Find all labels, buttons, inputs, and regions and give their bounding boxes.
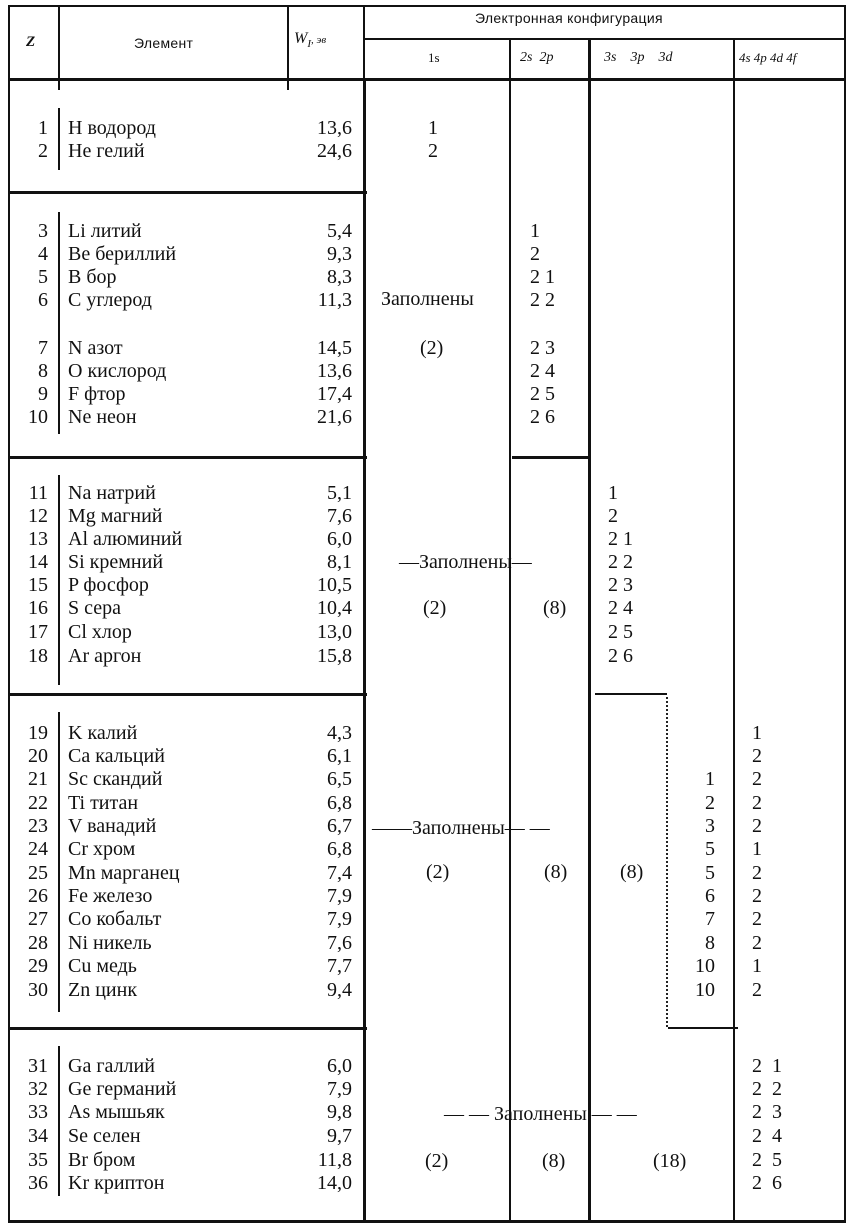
body-sep-element bbox=[287, 80, 289, 90]
cell-el-z18: Ar аргон bbox=[68, 645, 142, 667]
element-header: Элемент bbox=[134, 35, 194, 51]
cell-el-z19: K калий bbox=[68, 722, 138, 744]
cell-s1-z2: 2 bbox=[428, 140, 438, 162]
cell-s2-z9: 2 5 bbox=[530, 383, 555, 405]
cell-z-z20: 20 bbox=[28, 745, 48, 767]
body-sep-1s bbox=[509, 80, 511, 1222]
cell-z-z25: 25 bbox=[28, 862, 48, 884]
cell-wi-z34: 9,7 bbox=[327, 1125, 352, 1147]
cell-wi-z6: 11,3 bbox=[317, 289, 352, 311]
cell-wi-z15: 10,5 bbox=[317, 574, 352, 596]
cell-z-z4: 4 bbox=[38, 243, 48, 265]
filled-label-g5: — — Заполнены — — bbox=[444, 1103, 637, 1125]
cell-s4-z27: 2 bbox=[752, 908, 762, 930]
cell-wi-z7: 14,5 bbox=[317, 337, 352, 359]
cell-d-z23: 3 bbox=[705, 815, 715, 837]
cell-wi-z36: 14,0 bbox=[317, 1172, 352, 1194]
cell-z-z26: 26 bbox=[28, 885, 48, 907]
cell-z-z31: 31 bbox=[28, 1055, 48, 1077]
cell-s2-z10: 2 6 bbox=[530, 406, 555, 428]
cell-s4-z34: 2 4 bbox=[752, 1125, 782, 1147]
col-sep-2 bbox=[588, 38, 591, 80]
cell-z-z11: 11 bbox=[28, 482, 48, 504]
cell-z-z19: 19 bbox=[28, 722, 48, 744]
header-bottom-rule bbox=[8, 78, 846, 81]
cell-s2-z8: 2 4 bbox=[530, 360, 555, 382]
cell-z-z17: 17 bbox=[28, 621, 48, 643]
cell-wi-z1: 13,6 bbox=[317, 117, 352, 139]
cell-s3-z17: 2 5 bbox=[608, 621, 633, 643]
cell-wi-z20: 6,1 bbox=[327, 745, 352, 767]
cell-el-z24: Cr хром bbox=[68, 838, 136, 860]
cell-d-z25: 5 bbox=[705, 862, 715, 884]
shell-3-header: 3s 3p 3d bbox=[604, 50, 673, 65]
group-sep-2-right bbox=[512, 456, 588, 459]
filled-label-g4: ——Заполнены— — bbox=[372, 817, 550, 839]
cell-z-z36: 36 bbox=[28, 1172, 48, 1194]
cell-z-z8: 8 bbox=[38, 360, 48, 382]
cell-wi-z10: 21,6 bbox=[317, 406, 352, 428]
cell-wi-z27: 7,9 bbox=[327, 908, 352, 930]
cell-z-z24: 24 bbox=[28, 838, 48, 860]
cell-s3-z12: 2 bbox=[608, 505, 618, 527]
cell-s3-z14: 2 2 bbox=[608, 551, 633, 573]
cell-z-z18: 18 bbox=[28, 645, 48, 667]
cell-el-z27: Co кобальт bbox=[68, 908, 162, 930]
cell-z-z23: 23 bbox=[28, 815, 48, 837]
cell-s3-z11: 1 bbox=[608, 482, 618, 504]
cell-wi-z29: 7,7 bbox=[327, 955, 352, 977]
filled-s1-g5: (2) bbox=[425, 1150, 449, 1172]
filled-s2-g3: (8) bbox=[543, 597, 567, 619]
cell-el-z3: Li литий bbox=[68, 220, 142, 242]
cell-el-z4: Be бериллий bbox=[68, 243, 177, 265]
col-sep-1s bbox=[509, 38, 511, 80]
cell-wi-z35: 11,8 bbox=[317, 1149, 352, 1171]
body-sep-z-g4 bbox=[58, 712, 60, 1012]
cell-s4-z25: 2 bbox=[752, 862, 762, 884]
cell-z-z30: 30 bbox=[28, 979, 48, 1001]
filled-s2-g5: (8) bbox=[542, 1150, 566, 1172]
cell-s4-z24: 1 bbox=[752, 838, 762, 860]
cell-z-z14: 14 bbox=[28, 551, 48, 573]
cell-z-z33: 33 bbox=[28, 1101, 48, 1123]
cell-wi-z22: 6,8 bbox=[327, 792, 352, 814]
cell-wi-z30: 9,4 bbox=[327, 979, 352, 1001]
wi-unit: , эв bbox=[311, 34, 327, 46]
cell-z-z12: 12 bbox=[28, 505, 48, 527]
cell-el-z33: As мышьяк bbox=[68, 1101, 165, 1123]
cell-s3-z18: 2 6 bbox=[608, 645, 633, 667]
filled-s1-g3: (2) bbox=[423, 597, 447, 619]
cell-wi-z32: 7,9 bbox=[327, 1078, 352, 1100]
cell-z-z13: 13 bbox=[28, 528, 48, 550]
cell-s4-z19: 1 bbox=[752, 722, 762, 744]
cell-el-z16: S сера bbox=[68, 597, 121, 619]
cell-d-z22: 2 bbox=[705, 792, 715, 814]
cell-wi-z21: 6,5 bbox=[327, 768, 352, 790]
cell-wi-z19: 4,3 bbox=[327, 722, 352, 744]
cell-s4-z32: 2 2 bbox=[752, 1078, 782, 1100]
cell-el-z31: Ga галлий bbox=[68, 1055, 155, 1077]
frame-top bbox=[8, 5, 846, 7]
cell-el-z7: N азот bbox=[68, 337, 123, 359]
cell-d-z21: 1 bbox=[705, 768, 715, 790]
cell-z-z15: 15 bbox=[28, 574, 48, 596]
cell-z-z35: 35 bbox=[28, 1149, 48, 1171]
group-sep-4-left bbox=[8, 1027, 367, 1030]
cell-wi-z11: 5,1 bbox=[327, 482, 352, 504]
cell-s4-z36: 2 6 bbox=[752, 1172, 782, 1194]
filled-s3-g5: (18) bbox=[653, 1150, 687, 1172]
header-config-underline bbox=[363, 38, 846, 40]
cell-d-z27: 7 bbox=[705, 908, 715, 930]
cell-z-z29: 29 bbox=[28, 955, 48, 977]
body-sep-wi bbox=[363, 80, 366, 1222]
cell-d-z24: 5 bbox=[705, 838, 715, 860]
shell-2-header: 2s 2p bbox=[520, 50, 554, 65]
cell-s4-z23: 2 bbox=[752, 815, 762, 837]
filled-s3-g4: (8) bbox=[620, 861, 644, 883]
frame-right bbox=[844, 5, 846, 1223]
cell-el-z36: Kr криптон bbox=[68, 1172, 165, 1194]
filled-label-g3: —Заполнены— bbox=[399, 551, 532, 573]
cell-z-z1: 1 bbox=[38, 117, 48, 139]
col-sep-wi bbox=[363, 5, 365, 80]
cell-s4-z20: 2 bbox=[752, 745, 762, 767]
cell-el-z23: V ванадий bbox=[68, 815, 157, 837]
cell-s3-z15: 2 3 bbox=[608, 574, 633, 596]
cell-z-z32: 32 bbox=[28, 1078, 48, 1100]
cell-wi-z2: 24,6 bbox=[317, 140, 352, 162]
body-sep-z bbox=[58, 80, 60, 90]
cell-el-z9: F фтор bbox=[68, 383, 126, 405]
frame-left bbox=[8, 5, 10, 1223]
shell-1s-header: 1s bbox=[428, 50, 440, 65]
group-sep-1-left bbox=[8, 191, 367, 194]
cell-z-z7: 7 bbox=[38, 337, 48, 359]
cell-el-z35: Br бром bbox=[68, 1149, 136, 1171]
cell-s2-z5: 2 1 bbox=[530, 266, 555, 288]
cell-s4-z21: 2 bbox=[752, 768, 762, 790]
cell-s2-z7: 2 3 bbox=[530, 337, 555, 359]
cell-el-z28: Ni никель bbox=[68, 932, 152, 954]
cell-z-z21: 21 bbox=[28, 768, 48, 790]
cell-wi-z18: 15,8 bbox=[317, 645, 352, 667]
cell-s4-z26: 2 bbox=[752, 885, 762, 907]
cell-el-z30: Zn цинк bbox=[68, 979, 138, 1001]
group-sep-2-left bbox=[8, 456, 367, 459]
cell-z-z6: 6 bbox=[38, 289, 48, 311]
cell-el-z32: Ge германий bbox=[68, 1078, 177, 1100]
cell-z-z2: 2 bbox=[38, 140, 48, 162]
cell-wi-z12: 7,6 bbox=[327, 505, 352, 527]
group-sep-3-left bbox=[8, 693, 367, 696]
cell-z-z10: 10 bbox=[28, 406, 48, 428]
body-sep-2 bbox=[588, 80, 591, 1222]
cell-el-z15: P фосфор bbox=[68, 574, 149, 596]
cell-s4-z28: 2 bbox=[752, 932, 762, 954]
cell-z-z22: 22 bbox=[28, 792, 48, 814]
cell-s4-z29: 1 bbox=[752, 955, 762, 977]
cell-el-z25: Mn марганец bbox=[68, 862, 180, 884]
cell-wi-z4: 9,3 bbox=[327, 243, 352, 265]
cell-s4-z33: 2 3 bbox=[752, 1101, 782, 1123]
cell-z-z5: 5 bbox=[38, 266, 48, 288]
wi-header bbox=[294, 30, 326, 50]
cell-z-z27: 27 bbox=[28, 908, 48, 930]
cell-s1-z1: 1 bbox=[428, 117, 438, 139]
cell-s3-z13: 2 1 bbox=[608, 528, 633, 550]
cell-s2-z6: 2 2 bbox=[530, 289, 555, 311]
cell-z-z3: 3 bbox=[38, 220, 48, 242]
cell-el-z20: Ca кальций bbox=[68, 745, 165, 767]
cell-wi-z28: 7,6 bbox=[327, 932, 352, 954]
cell-el-z12: Mg магний bbox=[68, 505, 163, 527]
frame-bottom bbox=[8, 1220, 846, 1223]
cell-wi-z3: 5,4 bbox=[327, 220, 352, 242]
wi-symbol: W bbox=[294, 30, 308, 47]
cell-el-z1: H водород bbox=[68, 117, 156, 139]
body-sep-z-g3 bbox=[58, 475, 60, 685]
cell-z-z9: 9 bbox=[38, 383, 48, 405]
cell-el-z13: Al алюминий bbox=[68, 528, 183, 550]
cell-wi-z23: 6,7 bbox=[327, 815, 352, 837]
cell-z-z34: 34 bbox=[28, 1125, 48, 1147]
cell-d-z26: 6 bbox=[705, 885, 715, 907]
cell-el-z34: Se селен bbox=[68, 1125, 141, 1147]
cell-s4-z30: 2 bbox=[752, 979, 762, 1001]
cell-s4-z35: 2 5 bbox=[752, 1149, 782, 1171]
cell-wi-z13: 6,0 bbox=[327, 528, 352, 550]
cell-s4-z31: 2 1 bbox=[752, 1055, 782, 1077]
group-sep-3-right bbox=[595, 693, 667, 695]
cell-z-z28: 28 bbox=[28, 932, 48, 954]
cell-el-z21: Sc скандий bbox=[68, 768, 163, 790]
cell-wi-z9: 17,4 bbox=[317, 383, 352, 405]
cell-s2-z3: 1 bbox=[530, 220, 540, 242]
cell-wi-z17: 13,0 bbox=[317, 621, 352, 643]
cell-wi-z5: 8,3 bbox=[327, 266, 352, 288]
cell-d-z29: 10 bbox=[695, 955, 715, 977]
cell-wi-z33: 9,8 bbox=[327, 1101, 352, 1123]
col-sep-3 bbox=[733, 38, 735, 80]
filled-s1-g4: (2) bbox=[426, 861, 450, 883]
cell-d-z28: 8 bbox=[705, 932, 715, 954]
cell-d-z30: 10 bbox=[695, 979, 715, 1001]
cell-s2-z4: 2 bbox=[530, 243, 540, 265]
col-sep-element bbox=[287, 5, 289, 80]
col-sep-z bbox=[58, 5, 60, 80]
cell-el-z22: Ti титан bbox=[68, 792, 139, 814]
z-header: Z bbox=[26, 34, 36, 50]
cell-el-z6: C углерод bbox=[68, 289, 152, 311]
group-sep-4-right bbox=[668, 1027, 738, 1029]
body-sep-z-g1 bbox=[58, 108, 60, 170]
body-sep-z-g2 bbox=[58, 212, 60, 434]
cell-el-z17: Cl хлор bbox=[68, 621, 132, 643]
cell-wi-z16: 10,4 bbox=[317, 597, 352, 619]
filled-s1-g2: (2) bbox=[420, 337, 444, 359]
cell-el-z29: Cu медь bbox=[68, 955, 137, 977]
cell-z-z16: 16 bbox=[28, 597, 48, 619]
config-header: Электронная конфигурация bbox=[475, 10, 663, 26]
cell-wi-z31: 6,0 bbox=[327, 1055, 352, 1077]
wi-subscript: I bbox=[307, 38, 311, 51]
cell-wi-z8: 13,6 bbox=[317, 360, 352, 382]
body-sep-3 bbox=[733, 80, 735, 1222]
cell-el-z14: Si кремний bbox=[68, 551, 164, 573]
cell-wi-z26: 7,9 bbox=[327, 885, 352, 907]
cell-el-z26: Fe железо bbox=[68, 885, 153, 907]
cell-el-z8: O кислород bbox=[68, 360, 167, 382]
cell-s4-z22: 2 bbox=[752, 792, 762, 814]
cell-el-z2: He гелий bbox=[68, 140, 145, 162]
cell-el-z11: Na натрий bbox=[68, 482, 156, 504]
cell-wi-z24: 6,8 bbox=[327, 838, 352, 860]
filled-s2-g4: (8) bbox=[544, 861, 568, 883]
cell-wi-z14: 8,1 bbox=[327, 551, 352, 573]
shell-4-header: 4s 4p 4d 4f bbox=[739, 50, 797, 65]
cell-s3-z16: 2 4 bbox=[608, 597, 633, 619]
cell-el-z5: B бор bbox=[68, 266, 117, 288]
body-sep-z-g5 bbox=[58, 1046, 60, 1196]
cell-el-z10: Ne неон bbox=[68, 406, 137, 428]
filled-label-g2: Заполнены bbox=[381, 288, 474, 310]
dotted-sep-3d bbox=[666, 697, 668, 1027]
cell-wi-z25: 7,4 bbox=[327, 862, 352, 884]
